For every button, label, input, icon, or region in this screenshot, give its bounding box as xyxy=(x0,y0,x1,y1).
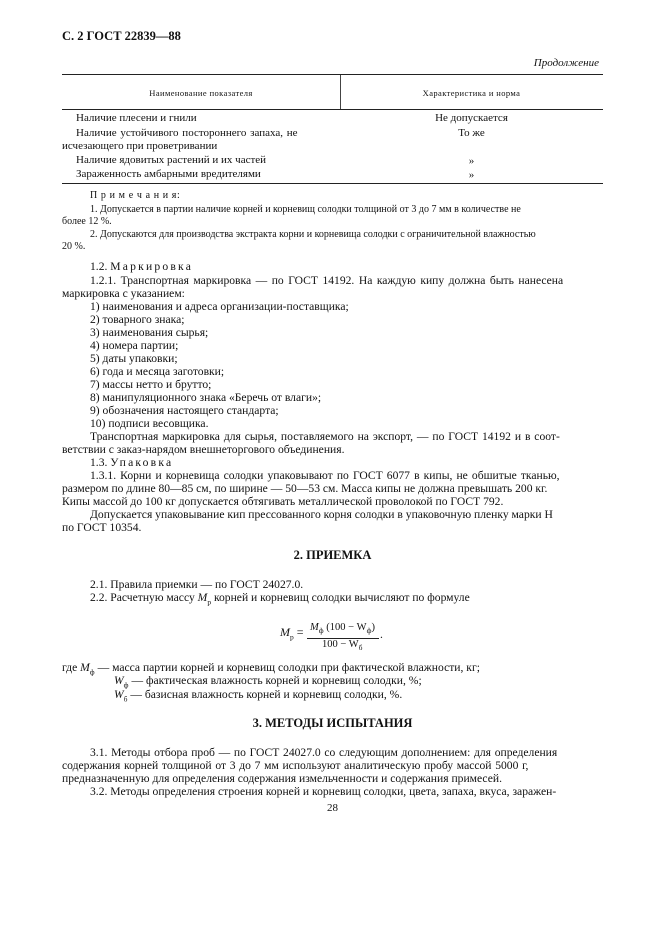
where-text: — фактическая влажность корней и корневищ солодки, %; xyxy=(128,674,422,687)
section-heading-acceptance: 2. ПРИЕМКА xyxy=(293,548,372,562)
marking-heading-num: 1.2. xyxy=(90,260,108,273)
table-row-name: Наличие плесени и гнили xyxy=(76,112,197,124)
table-top-rule xyxy=(62,74,603,75)
note-1: 1. Допускается в партии наличие корней и корневищ солодки толщиной от 3 до 7 мм в количестве не xyxy=(90,204,521,215)
formula-num-close: ) xyxy=(371,622,375,633)
list-item: 9) обозначения настоящего стандарта; xyxy=(90,404,279,417)
marking-heading-text: Маркировка xyxy=(110,260,194,273)
export-marking: Транспортная маркировка для сырья, поставляемого на экспорт, — по ГОСТ 14192 и в соот- xyxy=(90,430,560,443)
page-number: 28 xyxy=(327,802,338,814)
formula-num-var: M xyxy=(310,622,319,633)
formula-numerator xyxy=(310,622,375,635)
table-row-name: Наличие устойчивого постороннего запаха, не xyxy=(76,127,298,139)
formula-lhs-var: M xyxy=(280,625,290,639)
table-col1-header: Наименование показателя xyxy=(149,88,253,98)
table-row-value: Не допускается xyxy=(435,112,508,124)
formula-lhs xyxy=(280,625,304,641)
formula-lhs-sub: р xyxy=(290,632,294,642)
note-2-cont: 20 %. xyxy=(62,241,86,252)
table-row-value: » xyxy=(468,169,475,181)
packing-film-cont: по ГОСТ 10354. xyxy=(62,521,142,534)
where-prefix: где xyxy=(62,661,81,674)
where-line-3 xyxy=(114,688,402,703)
formula-denominator xyxy=(322,639,362,652)
methods-paragraph: 3.1. Методы отбора проб — по ГОСТ 24027.0 со следующим дополнением: для определения xyxy=(90,746,558,759)
where-sub: б xyxy=(123,694,128,704)
var-m-sub: р xyxy=(207,597,212,607)
export-marking-cont: ветствии с заказ-нарядом внешнеторгового объединения. xyxy=(62,443,345,456)
acceptance-mass-suffix: корней и корневищ солодки вычисляют по формуле xyxy=(211,591,470,604)
list-item: 3) наименования сырья; xyxy=(90,326,209,339)
table-row-value: То же xyxy=(458,127,485,139)
packing-paragraph: 1.3.1. Корни и корневища солодки упаковывают по ГОСТ 6077 в кипы, не обшитые тканью, xyxy=(90,469,560,482)
marking-paragraph: 1.2.1. Транспортная маркировка — по ГОСТ 14192. На каждую кипу должна быть нанесена xyxy=(90,274,564,287)
formula-den: 100 − W xyxy=(322,639,359,650)
var-m: M xyxy=(197,591,208,604)
list-item: 8) манипуляционного знака «Беречь от влаги»; xyxy=(90,391,322,404)
where-var: W xyxy=(114,688,124,701)
packing-paragraph-cont: Кипы массой до 100 кг допускается обтягивать металлической проволокой по ГОСТ 792. xyxy=(62,495,504,508)
acceptance-rules: 2.1. Правила приемки — по ГОСТ 24027.0. xyxy=(90,578,304,591)
list-item: 1) наименования и адреса организации-поставщика; xyxy=(90,300,349,313)
where-var: W xyxy=(114,674,124,687)
packing-paragraph-cont: размером по длине 80—85 см, по ширине — 50—53 см. Масса кипы не должна превышать 200 кг. xyxy=(62,482,548,495)
notes-title: П р и м е ч а н и я: xyxy=(90,190,181,201)
methods-paragraph-cont: предназначенную для определения содержания измельченности и содержания примесей. xyxy=(62,772,502,785)
formula-num-sub: ф xyxy=(318,626,324,636)
packing-heading-num: 1.3. xyxy=(90,456,108,469)
packing-film: Допускается упаковывание кип прессованного корня солодки в упаковочную пленку марки Н xyxy=(90,508,553,521)
continuation-label: Продолжение xyxy=(533,57,599,69)
where-sub: ф xyxy=(89,667,95,677)
note-2: 2. Допускаются для производства экстракта корни и корневища солодки с ограничительной влажностью xyxy=(90,229,536,240)
acceptance-mass-prefix: 2.2. Расчетную массу xyxy=(90,591,198,604)
section-heading-methods: 3. МЕТОДЫ ИСПЫТАНИЯ xyxy=(252,716,413,730)
table-header-rule xyxy=(62,109,603,110)
list-item: 10) подписи весовщика. xyxy=(90,417,209,430)
table-row-name: Наличие ядовитых растений и их частей xyxy=(76,154,267,166)
table-row-value: » xyxy=(468,155,475,167)
table-bottom-rule xyxy=(62,183,603,184)
formula-den-sub: б xyxy=(358,643,363,653)
packing-heading xyxy=(90,456,173,469)
list-item: 7) массы нетто и брутто; xyxy=(90,378,212,391)
where-text: — базисная влажность корней и корневищ солодки, %. xyxy=(127,688,403,701)
table-row-name-cont: исчезающего при проветривании xyxy=(62,140,218,152)
acceptance-mass xyxy=(90,591,470,606)
list-item: 2) товарного знака; xyxy=(90,313,185,326)
formula-eq: = xyxy=(296,625,304,639)
formula-end: . xyxy=(380,628,383,641)
packing-heading-text: Упаковка xyxy=(110,456,174,469)
methods-paragraph-cont: содержания корней толщиной от 3 до 7 мм используют аналитическую пробу массой 5000 г, xyxy=(62,759,529,772)
table-col2-header: Характеристика и норма xyxy=(422,88,521,98)
marking-paragraph-cont: маркировка с указанием: xyxy=(62,287,185,300)
list-item: 4) номера партии; xyxy=(90,339,179,352)
formula-num-rest: (100 − W xyxy=(326,622,367,633)
where-text: — масса партии корней и корневищ солодки при фактической влажности, кг; xyxy=(94,661,480,674)
list-item: 6) года и месяца заготовки; xyxy=(90,365,225,378)
table-row-name: Зараженность амбарными вредителями xyxy=(76,168,261,180)
list-item: 5) даты упаковки; xyxy=(90,352,178,365)
marking-heading xyxy=(90,260,193,273)
methods-paragraph-2: 3.2. Методы определения строения корней и корневищ солодки, цвета, запаха, вкуса, заражен- xyxy=(90,785,557,798)
note-1-cont: более 12 %. xyxy=(62,216,112,227)
where-sub: ф xyxy=(123,680,129,690)
page-header: С. 2 ГОСТ 22839—88 xyxy=(62,29,181,43)
formula-num-rest-sub: ф xyxy=(366,626,372,636)
where-var: M xyxy=(80,661,90,674)
